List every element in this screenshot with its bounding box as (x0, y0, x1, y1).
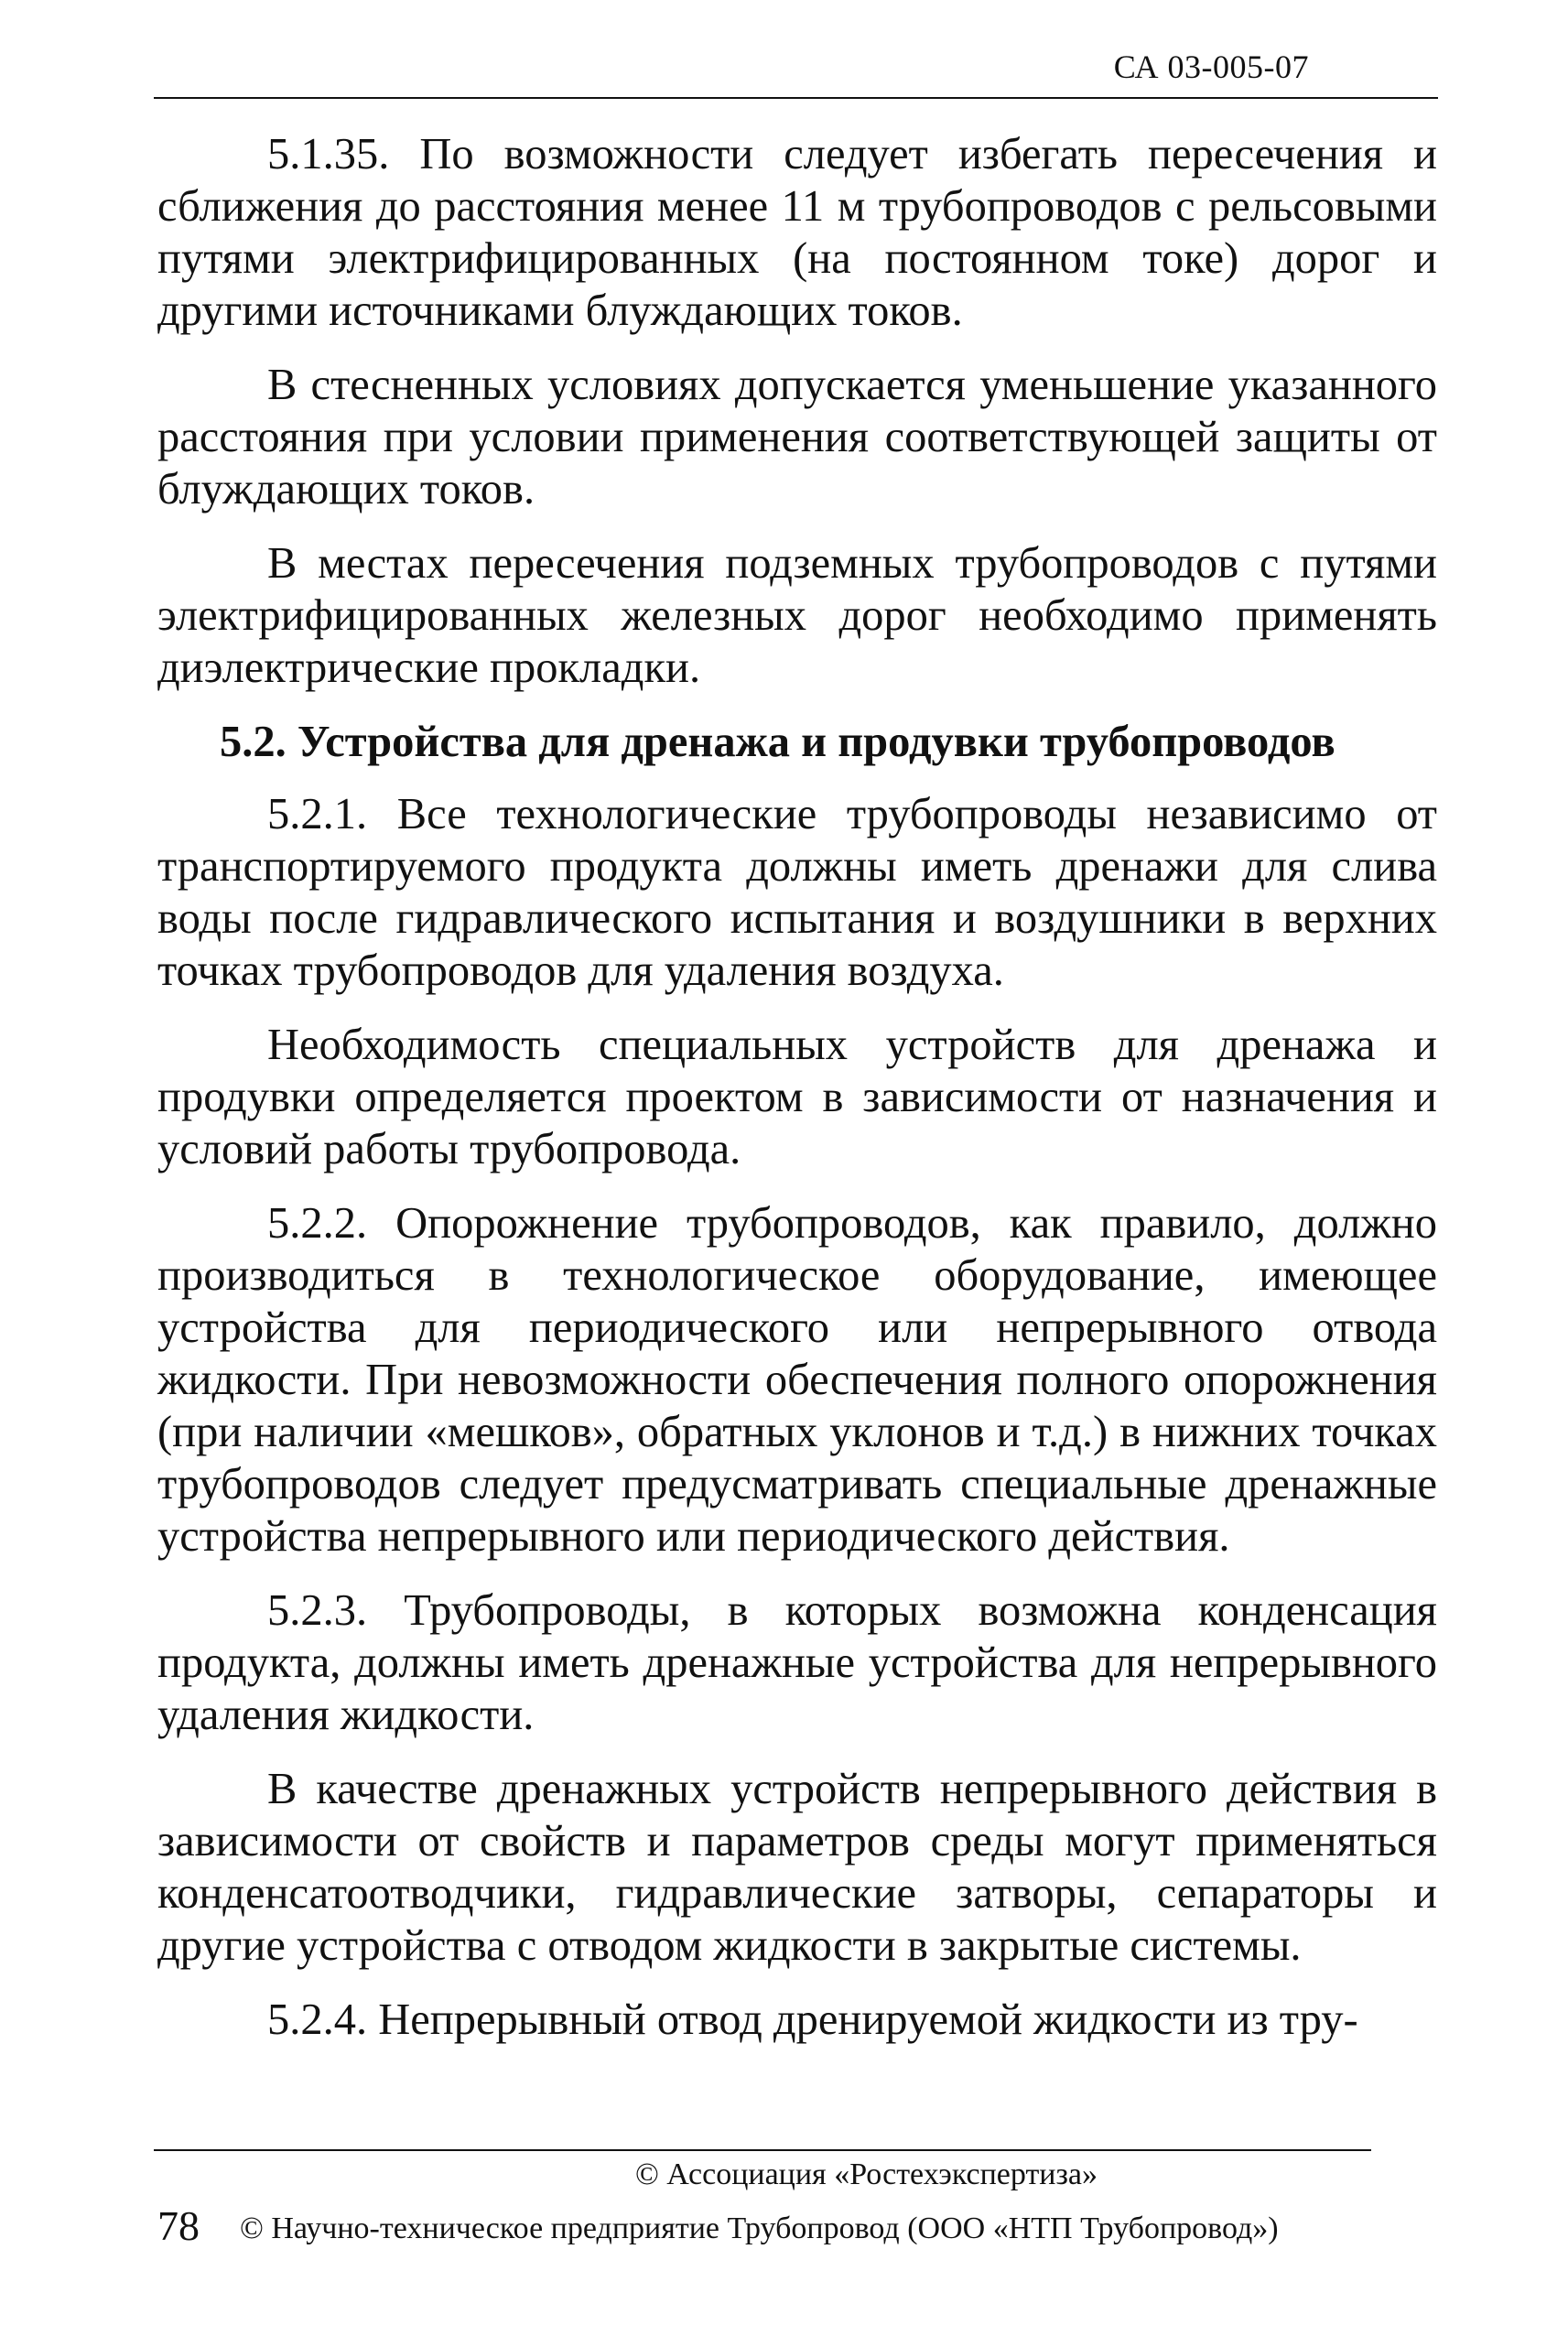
page-body (157, 128, 1437, 2068)
footer-copyright-association (0, 2157, 1568, 2192)
paragraph-narrow-conditions: В стесненных условиях допускается уменьшение указанного расстояния при условии применения соответствующей защиты от блуждающих токов. (157, 361, 1437, 514)
paragraph-crossings: В местах пересечения подземных трубопроводов с путями электрифицированных железных дорог необходимо применять диэлектрические прокладки. (157, 539, 1437, 692)
paragraph-5-2-2: 5.2.2. Опорожнение трубопроводов, как правило, должно производиться в технологическое оборудование, имеющее устройства для периодического или непрерывного отвода жидкости. При невозможности обеспечения полного опорожнения (при наличии «мешков», обратных уклонов и т.д.) в нижних точках трубопроводов следует предусматривать специальные дренажные устройства непрерывного или периодического действия. (157, 1199, 1437, 1561)
footer-copyright-ntp: © Научно-техническое предприятие Трубопровод (ООО «НТП Трубопровод») (240, 2211, 1279, 2245)
document-code: СА 03-005-07 (1113, 49, 1309, 85)
page-number: 78 (157, 2202, 200, 2249)
footer-divider (154, 2149, 1371, 2151)
footer-copyright-association-text: © Ассоциация «Ростехэкспертиза» (634, 2157, 1098, 2191)
section-heading-5-2: 5.2. Устройства для дренажа и продувки трубопроводов (220, 718, 1336, 766)
header-divider (154, 97, 1438, 99)
paragraph-5-2-1: 5.2.1. Все технологические трубопроводы независимо от транспортируемого продукта должны иметь дренажи для слива воды после гидравлического испытания и воздушники в верхних точках трубопроводов для удаления воздуха. (157, 790, 1437, 995)
paragraph-5-2-4: 5.2.4. Непрерывный отвод дренируемой жидкости из тру- (267, 1995, 1358, 2044)
paragraph-5-1-35: 5.1.35. По возможности следует избегать пересечения и сближения до расстояния менее 11 м трубопроводов с рельсовыми путями электрифицированных (на постоянном токе) дорог и другими источниками блуждающих токов. (157, 130, 1437, 335)
paragraph-continuous-devices: В качестве дренажных устройств непрерывного действия в зависимости от свойств и параметров среды могут применяться конденсатоотводчики, гидравлические затворы, сепараторы и другие устройства с отводом жидкости в закрытые системы. (157, 1765, 1437, 1970)
paragraph-5-2-3: 5.2.3. Трубопроводы, в которых возможна конденсация продукта, должны иметь дренажные устройства для непрерывного удаления жидкости. (157, 1586, 1437, 1739)
paragraph-special-devices: Необходимость специальных устройств для дренажа и продувки определяется проектом в зависимости от назначения и условий работы трубопровода. (157, 1021, 1437, 1173)
